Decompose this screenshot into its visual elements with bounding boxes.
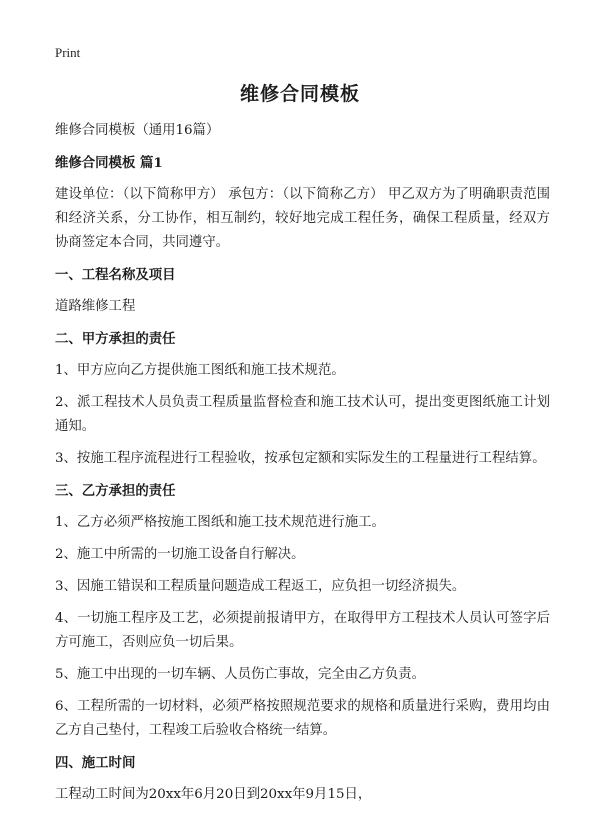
- paragraph: 3、按施工程序流程进行工程验收，按承包定额和实际发生的工程量进行工程结算。: [55, 451, 546, 466]
- document-subtitle: 维修合同模板（通用16篇）: [55, 123, 220, 138]
- paragraph: 2、派工程技术人员负责工程质量监督检查和施工技术认可，提出变更图纸施工计划通知。: [55, 395, 550, 434]
- paragraph: 6、工程所需的一切材料，必须严格按照规范要求的规格和质量进行采购，费用均由乙方自己垫付，工程竣工后验收合格统一结算。: [55, 699, 550, 738]
- section-heading-party-a: 二、甲方承担的责任: [55, 331, 176, 347]
- page-title: 维修合同模板: [239, 83, 360, 105]
- intro-paragraph: 建设单位：（以下简称甲方） 承包方：（以下简称乙方） 甲乙双方为了明确职责范围和经济关系，分工协作，相互制约，较好地完成工程任务，确保工程质量，经双方协商签定本合同，共同遵守。: [55, 187, 550, 250]
- paragraph: 5、施工中出现的一切车辆、人员伤亡事故，完全由乙方负责。: [55, 667, 426, 682]
- section-heading-schedule: 四、施工时间: [55, 755, 136, 771]
- section-heading-project: 一、工程名称及项目: [55, 267, 176, 283]
- paragraph: 3、因施工错误和工程质量问题造成工程返工，应负担一切经济损失。: [55, 579, 466, 594]
- paragraph: 2、施工中所需的一切施工设备自行解决。: [55, 547, 305, 562]
- paragraph: 1、甲方应向乙方提供施工图纸和施工技术规范。: [55, 363, 345, 378]
- paragraph: 道路维修工程: [55, 299, 136, 314]
- section-heading-party-b: 三、乙方承担的责任: [55, 483, 176, 499]
- document-body: [55, 119, 550, 815]
- print-link[interactable]: Print: [55, 45, 81, 60]
- paragraph: 1、乙方必须严格按施工图纸和施工技术规范进行施工。: [55, 515, 385, 530]
- paragraph: 4、一切施工程序及工艺，必须提前报请甲方，在取得甲方工程技术人员认可签字后方可施工，否则应负一切后果。: [55, 611, 550, 650]
- paragraph: 工程动工时间为20xx年6月20日到20xx年9月15日，: [55, 787, 372, 802]
- article-heading: 维修合同模板 篇1: [55, 155, 163, 171]
